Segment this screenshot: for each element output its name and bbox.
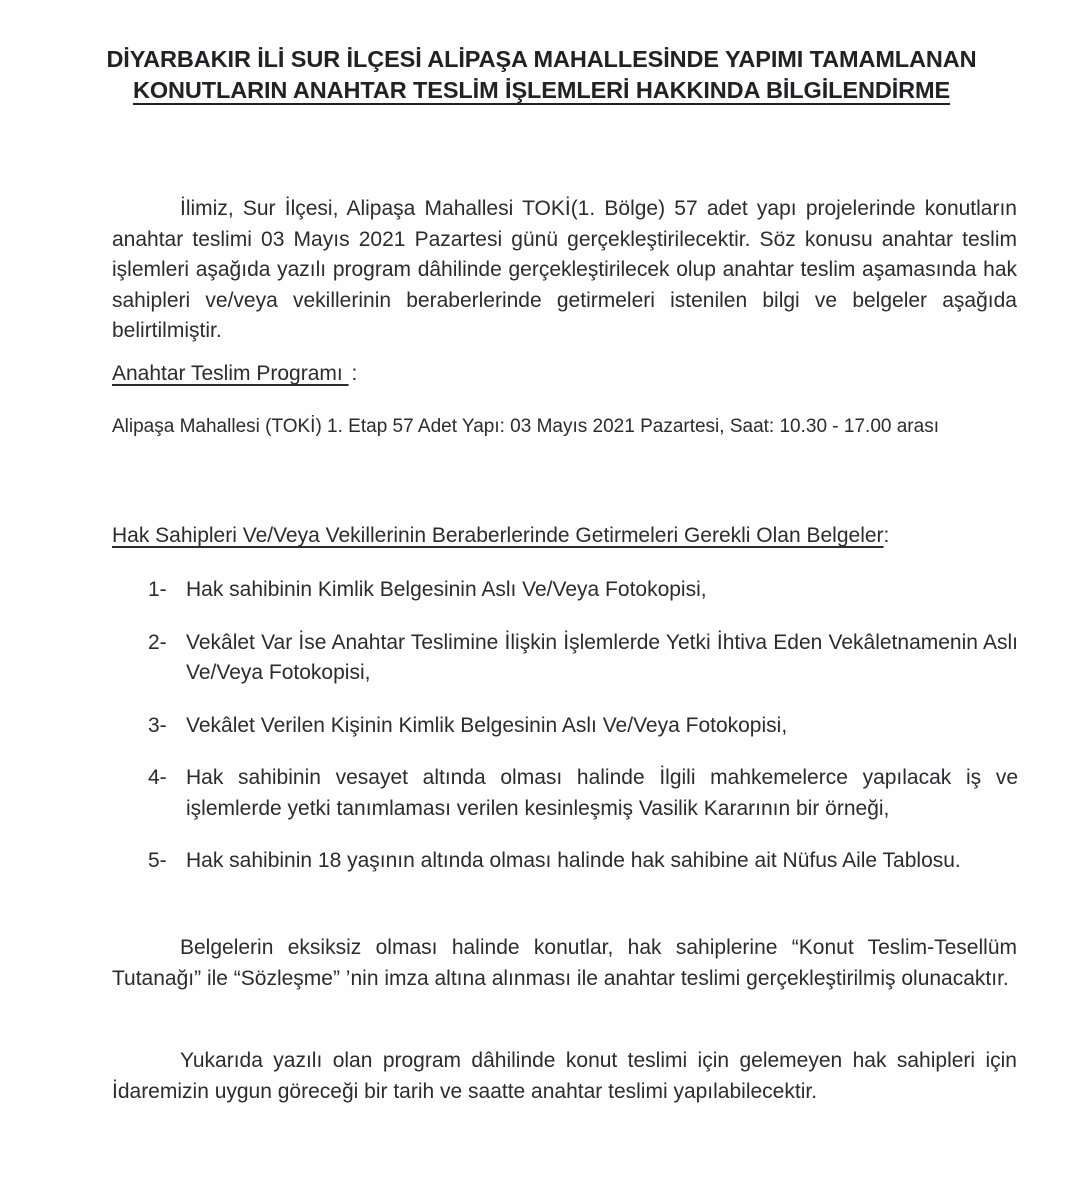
list-item xyxy=(148,846,1018,877)
page-title xyxy=(0,44,1083,106)
program-detail-text: Alipaşa Mahallesi (TOKİ) 1. Etap 57 Adet Yapı: 03 Mayıs 2021 Pazartesi, Saat: 10.30 - 17.00 arası xyxy=(112,416,939,437)
list-item xyxy=(148,763,1018,824)
closing-paragraph-2 xyxy=(112,1046,1017,1107)
title-line-2: KONUTLARIN ANAHTAR TESLİM İŞLEMLERİ HAKKINDA BİLGİLENDİRME xyxy=(132,77,951,103)
list-item-text: Hak sahibinin vesayet altında olması halinde İlgili mahkemelerce yapılacak iş ve işlemlerde yetki tanımlaması verilen kesinleşmiş Vasilik Kararının bir örneği, xyxy=(186,766,1018,820)
list-item xyxy=(148,575,1018,606)
program-heading-text: Anahtar Teslim Programı xyxy=(112,362,349,385)
list-item-number: 3- xyxy=(148,713,167,737)
required-documents-list xyxy=(148,575,1018,899)
documents-heading-colon: : xyxy=(883,524,890,547)
list-item-number: 2- xyxy=(148,630,167,654)
intro-paragraph-block xyxy=(112,194,1017,347)
list-item xyxy=(148,628,1018,689)
list-item-text: Hak sahibinin 18 yaşının altında olması halinde hak sahibine ait Nüfus Aile Tablosu. xyxy=(186,849,961,872)
list-item xyxy=(148,711,1018,742)
list-item-number: 1- xyxy=(148,578,167,601)
intro-paragraph xyxy=(112,194,1017,347)
program-heading-block xyxy=(112,359,1017,390)
program-heading-line xyxy=(112,359,1017,390)
documents-heading-line xyxy=(112,521,1017,552)
list-item-number: 4- xyxy=(148,766,167,789)
title-line-1: DİYARBAKIR İLİ SUR İLÇESİ ALİPAŞA MAHALLESİNDE YAPIMI TAMAMLANAN xyxy=(106,46,977,72)
closing-paragraph-1 xyxy=(112,933,1017,994)
list-item-number: 5- xyxy=(148,849,167,872)
documents-heading-text: Hak Sahipleri Ve/Veya Vekillerinin Beraberlerinde Getirmeleri Gerekli Olan Belgeler xyxy=(112,524,884,547)
intro-paragraph-text: İlimiz, Sur İlçesi, Alipaşa Mahallesi TOKİ(1. Bölge) 57 adet yapı projelerinde konutların anahtar teslimi 03 Mayıs 2021 Pazartesi günü gerçekleştirilecektir. Söz konusu anahtar teslim işlemleri aşağıda yazılı program dâhilinde gerçekleştirilecek olup anahtar teslim aşamasında hak sahipleri ve/veya vekillerinin beraberlerinde getirmeleri istenilen bilgi ve belgeler aşağıda belirtilmiştir. xyxy=(112,197,1017,342)
list-item-text: Vekâlet Var İse Anahtar Teslimine İlişkin İşlemlerde Yetki İhtiva Eden Vekâletnamenin Aslı Ve/Veya Fotokopisi, xyxy=(186,630,1018,684)
closing-paragraph-2-block xyxy=(112,1046,1017,1107)
documents-heading-block xyxy=(112,521,1017,552)
program-heading-colon: : xyxy=(351,362,358,385)
list-item-text: Hak sahibinin Kimlik Belgesinin Aslı Ve/Veya Fotokopisi, xyxy=(186,578,707,601)
program-detail-block xyxy=(112,414,1017,440)
closing-paragraph-1-block xyxy=(112,933,1017,994)
closing-paragraph-1-text: Belgelerin eksiksiz olması halinde konutlar, hak sahiplerine “Konut Teslim-Tesellüm Tutanağı” ile “Sözleşme” ’nin imza altına alınması ile anahtar teslimi gerçekleştirilmiş olunacaktır. xyxy=(112,936,1017,990)
closing-paragraph-2-text: Yukarıda yazılı olan program dâhilinde konut teslimi için gelemeyen hak sahipleri için İdaremizin uygun göreceği bir tarih ve saatte anahtar teslimi yapılabilecektir. xyxy=(112,1049,1017,1103)
list-item-text: Vekâlet Verilen Kişinin Kimlik Belgesinin Aslı Ve/Veya Fotokopisi, xyxy=(186,713,788,737)
